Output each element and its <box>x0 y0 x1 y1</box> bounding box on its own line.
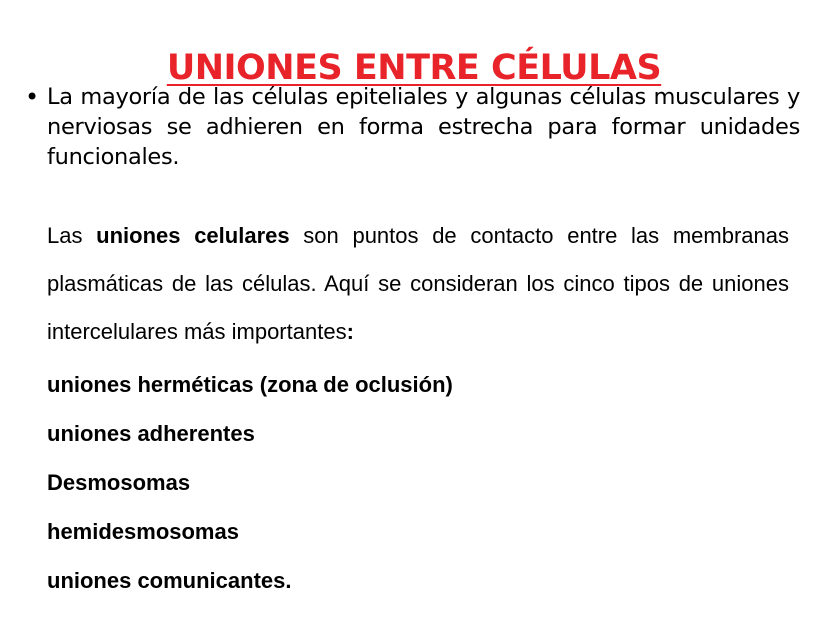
paragraph-bold-term: uniones celulares <box>96 223 290 248</box>
bullet-marker: • <box>25 83 40 111</box>
definition-paragraph <box>47 212 789 356</box>
junction-type-item: Desmosomas <box>47 470 191 495</box>
paragraph-colon: : <box>346 319 354 344</box>
junction-type-item: uniones comunicantes. <box>47 568 292 593</box>
paragraph-body: son puntos de contacto entre las membranas plasmáticas de las células. Aquí se consideran los cinco tipos de uniones intercelulares más importantes <box>47 223 790 344</box>
paragraph-lead: Las <box>47 223 97 248</box>
junction-type-item: uniones adherentes <box>47 421 255 446</box>
junction-type-item: uniones herméticas (zona de oclusión) <box>47 372 453 397</box>
junction-type-item: hemidesmosomas <box>47 519 239 544</box>
slide-title: UNIONES ENTRE CÉLULAS <box>166 48 662 89</box>
junction-types-list <box>47 360 453 605</box>
intro-bullet-text: La mayoría de las células epiteliales y algunas células musculares y nerviosas se adhieren en forma estrecha para formar unidades funcionales. <box>47 84 800 170</box>
intro-bullet <box>25 82 800 172</box>
